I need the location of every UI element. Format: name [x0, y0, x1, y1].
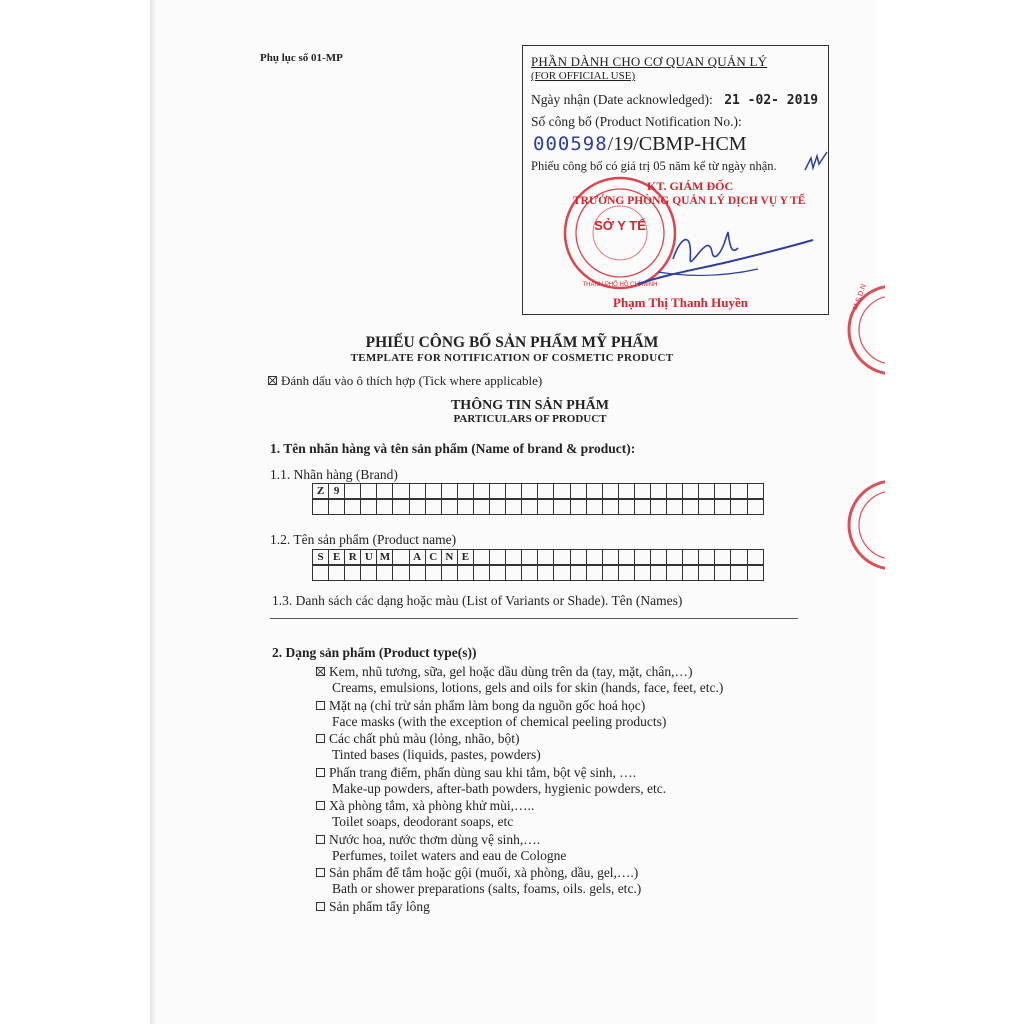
product-empty-cell	[345, 565, 361, 581]
notification-number	[533, 133, 747, 156]
brand-cell	[490, 483, 506, 499]
brand-cell	[667, 483, 683, 499]
product-cell	[603, 549, 619, 565]
option-text-vi: Xà phòng tắm, xà phòng khử mùi,…..	[329, 798, 535, 813]
option-text-vi: Sản phẩm tẩy lông	[329, 898, 430, 914]
brand-cell	[619, 483, 635, 499]
brand-empty-cell	[619, 499, 635, 515]
brand-cell	[731, 483, 747, 499]
product-cell	[554, 549, 570, 565]
product-empty-cell	[538, 565, 554, 581]
option-text-en: Creams, emulsions, lotions, gels and oils for skin (hands, face, feet, etc.)	[332, 680, 724, 695]
brand-empty-cell	[345, 499, 361, 515]
side-seal-text: M.S.D.N	[852, 283, 868, 311]
brand-cell	[635, 483, 651, 499]
brand-cell	[651, 483, 667, 499]
brand-empty-cell	[442, 499, 458, 515]
signer-role-2: TRƯỞNG PHÒNG QUẢN LÝ DỊCH VỤ Y TẾ	[573, 195, 806, 207]
product-empty-cell	[442, 565, 458, 581]
product-cell: N	[442, 549, 458, 565]
product-empty-cell	[715, 565, 731, 581]
product-empty-cell	[667, 565, 683, 581]
product-empty-cell	[458, 565, 474, 581]
product-cell	[699, 549, 715, 565]
product-type-option	[316, 899, 430, 915]
product-cell: A	[410, 549, 426, 565]
brand-cell	[458, 483, 474, 499]
brand-cell	[699, 483, 715, 499]
product-cell	[667, 549, 683, 565]
brand-cell: Z	[313, 483, 329, 499]
option-text-en: Face masks (with the exception of chemical peeling products)	[332, 713, 667, 729]
product-empty-cell	[619, 565, 635, 581]
checked-box-icon	[268, 376, 277, 385]
brand-empty-cell	[426, 499, 442, 515]
brand-empty-cell	[538, 499, 554, 515]
brand-empty-cell	[715, 499, 731, 515]
checkbox-icon	[316, 801, 325, 810]
brand-cell	[571, 483, 587, 499]
product-cell	[635, 549, 651, 565]
brand-empty-cell	[377, 499, 393, 515]
section-title-en: PARTICULARS OF PRODUCT	[453, 413, 607, 425]
q1-heading: 1. Tên nhãn hàng và tên sản phẩm (Name of brand & product):	[270, 441, 636, 456]
product-cell	[619, 549, 635, 565]
product-empty-cell	[603, 565, 619, 581]
brand-cell	[442, 483, 458, 499]
product-cell	[506, 549, 522, 565]
product-empty-cell	[571, 565, 587, 581]
option-text-en: Toilet soaps, deodorant soaps, etc	[332, 814, 514, 829]
tick-instruction-text: Đánh dấu vào ô thích hợp (Tick where applicable)	[281, 373, 543, 388]
brand-cell	[506, 483, 522, 499]
product-empty-cell	[426, 565, 442, 581]
brand-cell	[377, 483, 393, 499]
brand-empty-cell	[313, 499, 329, 515]
product-name-label: 1.2. Tên sản phẩm (Product name)	[270, 532, 457, 547]
option-text-vi: Phấn trang điểm, phấn dùng sau khi tắm, bột vệ sinh, ….	[329, 764, 637, 780]
seal-text: SỞ Y TẾ	[594, 218, 646, 233]
brand-cell	[474, 483, 490, 499]
brand-cell	[603, 483, 619, 499]
product-empty-cell	[313, 565, 329, 581]
product-cell: S	[313, 549, 329, 565]
official-use-box	[522, 45, 829, 315]
brand-empty-cell	[522, 499, 538, 515]
product-type-option	[316, 698, 645, 714]
brand-empty-cell	[490, 499, 506, 515]
brand-empty-cell	[393, 499, 409, 515]
signer-name: Phạm Thị Thanh Huyền	[613, 295, 748, 310]
product-cell	[490, 549, 506, 565]
official-box-title: PHẦN DÀNH CHO CƠ QUAN QUẢN LÝ	[531, 54, 768, 69]
option-text-vi: Các chất phủ màu (lỏng, nhão, bột)	[329, 731, 520, 746]
checkbox-icon	[316, 835, 325, 844]
brand-grid	[312, 483, 764, 499]
product-grid	[312, 549, 764, 565]
product-cell	[748, 549, 764, 565]
product-empty-cell	[377, 565, 393, 581]
brand-empty-cell	[748, 499, 764, 515]
brand-empty-cell	[554, 499, 570, 515]
brand-cell	[426, 483, 442, 499]
product-cell: R	[345, 549, 361, 565]
brand-empty-cell	[506, 499, 522, 515]
product-empty-cell	[731, 565, 747, 581]
brand-empty-cell	[587, 499, 603, 515]
product-type-option	[316, 765, 636, 781]
product-type-option	[316, 798, 534, 814]
q2-heading: 2. Dạng sản phẩm (Product type(s))	[272, 645, 477, 660]
product-cell: E	[458, 549, 474, 565]
brand-empty-cell	[731, 499, 747, 515]
product-type-option	[316, 664, 693, 680]
page-edge-shadow	[150, 0, 156, 1024]
brand-cell	[554, 483, 570, 499]
product-empty-cell	[410, 565, 426, 581]
product-cell	[571, 549, 587, 565]
product-empty-cell	[635, 565, 651, 581]
notification-number-label: Số công bố (Product Notification No.):	[531, 114, 742, 129]
brand-cell	[587, 483, 603, 499]
tick-instruction	[268, 373, 542, 389]
product-empty-cell	[651, 565, 667, 581]
brand-empty-cell	[458, 499, 474, 515]
product-empty-cell	[393, 565, 409, 581]
brand-label: 1.1. Nhãn hàng (Brand)	[270, 467, 398, 482]
product-empty-cell	[329, 565, 345, 581]
product-type-option	[316, 832, 540, 848]
product-empty-cell	[587, 565, 603, 581]
date-label: Ngày nhận (Date acknowledged):	[531, 92, 713, 107]
brand-grid-row-2	[312, 499, 764, 515]
brand-empty-cell	[651, 499, 667, 515]
brand-cell: 9	[329, 483, 345, 499]
product-cell: U	[361, 549, 377, 565]
validity-note: Phiếu công bố có giá trị 05 năm kể từ ngày nhận.	[531, 159, 777, 173]
product-grid-row-2	[312, 565, 764, 581]
signer-role-1: KT. GIÁM ĐỐC	[647, 179, 734, 193]
product-cell	[393, 549, 409, 565]
option-text-en: Tinted bases (liquids, pastes, powders)	[332, 747, 541, 762]
product-empty-cell	[522, 565, 538, 581]
seal-ring-text: THÀNH PHỐ HỒ CHÍ MINH	[582, 282, 658, 288]
brand-cell	[715, 483, 731, 499]
product-cell	[731, 549, 747, 565]
brand-cell	[538, 483, 554, 499]
product-cell	[683, 549, 699, 565]
product-empty-cell	[699, 565, 715, 581]
product-cell	[651, 549, 667, 565]
product-cell: C	[426, 549, 442, 565]
brand-cell	[361, 483, 377, 499]
product-cell	[522, 549, 538, 565]
brand-empty-cell	[474, 499, 490, 515]
product-empty-cell	[474, 565, 490, 581]
product-empty-cell	[748, 565, 764, 581]
option-text-vi: Mặt nạ (chỉ trừ sản phẩm làm bong da nguồn gốc hoá học)	[329, 697, 646, 713]
notification-number-suffix: /19/CBMP-HCM	[607, 133, 747, 155]
brand-cell	[345, 483, 361, 499]
checkbox-icon	[316, 868, 325, 877]
option-text-vi: Nước hoa, nước thơm dùng vệ sinh,….	[329, 831, 541, 847]
product-type-option	[316, 865, 638, 881]
brand-empty-cell	[571, 499, 587, 515]
product-cell	[715, 549, 731, 565]
form-title-vi: PHIẾU CÔNG BỐ SẢN PHẨM MỸ PHẨM	[365, 334, 659, 351]
product-cell	[474, 549, 490, 565]
initials-icon	[803, 150, 829, 176]
brand-empty-cell	[667, 499, 683, 515]
option-text-vi: Sản phẩm để tắm hoặc gội (muối, xà phòng, dầu, gel,….)	[329, 865, 639, 880]
form-title-en: TEMPLATE FOR NOTIFICATION OF COSMETIC PRODUCT	[350, 352, 674, 364]
option-text-en: Bath or shower preparations (salts, foams, oils. gels, etc.)	[332, 881, 642, 896]
date-value: 21 -02- 2019	[724, 93, 819, 108]
product-empty-cell	[554, 565, 570, 581]
checkbox-icon	[316, 701, 325, 710]
product-cell	[587, 549, 603, 565]
signature-icon	[628, 214, 818, 299]
date-acknowledged-row	[531, 92, 818, 108]
checked-box-icon	[316, 667, 325, 676]
section-title-vi: THÔNG TIN SẢN PHẨM	[450, 398, 610, 413]
product-empty-cell	[683, 565, 699, 581]
brand-cell	[748, 483, 764, 499]
checkbox-icon	[316, 768, 325, 777]
option-text-en: Make-up powders, after-bath powders, hygienic powders, etc.	[332, 780, 667, 796]
brand-cell	[522, 483, 538, 499]
brand-cell	[410, 483, 426, 499]
notification-number-digits: 000598	[533, 133, 608, 155]
checkbox-icon	[316, 902, 325, 911]
brand-empty-cell	[635, 499, 651, 515]
official-box-subtitle: (FOR OFFICIAL USE)	[531, 70, 636, 82]
divider	[270, 618, 798, 619]
brand-empty-cell	[683, 499, 699, 515]
product-empty-cell	[506, 565, 522, 581]
appendix-label: Phụ lục số 01-MP	[260, 52, 343, 64]
product-cell: E	[329, 549, 345, 565]
side-seal-icon-2	[845, 475, 885, 575]
option-text-en: Perfumes, toilet waters and eau de Cologne	[332, 847, 567, 863]
product-type-option	[316, 731, 519, 747]
brand-empty-cell	[603, 499, 619, 515]
brand-empty-cell	[329, 499, 345, 515]
product-empty-cell	[490, 565, 506, 581]
brand-cell	[683, 483, 699, 499]
product-empty-cell	[361, 565, 377, 581]
product-cell: M	[377, 549, 393, 565]
variants-label: 1.3. Danh sách các dạng hoặc màu (List of Variants or Shade). Tên (Names)	[272, 593, 683, 608]
side-seal-icon	[845, 280, 885, 380]
brand-empty-cell	[699, 499, 715, 515]
checkbox-icon	[316, 734, 325, 743]
product-cell	[538, 549, 554, 565]
brand-cell	[393, 483, 409, 499]
brand-empty-cell	[361, 499, 377, 515]
brand-empty-cell	[410, 499, 426, 515]
option-text-vi: Kem, nhũ tương, sữa, gel hoặc dầu dùng trên da (tay, mặt, chân,…)	[329, 664, 693, 679]
